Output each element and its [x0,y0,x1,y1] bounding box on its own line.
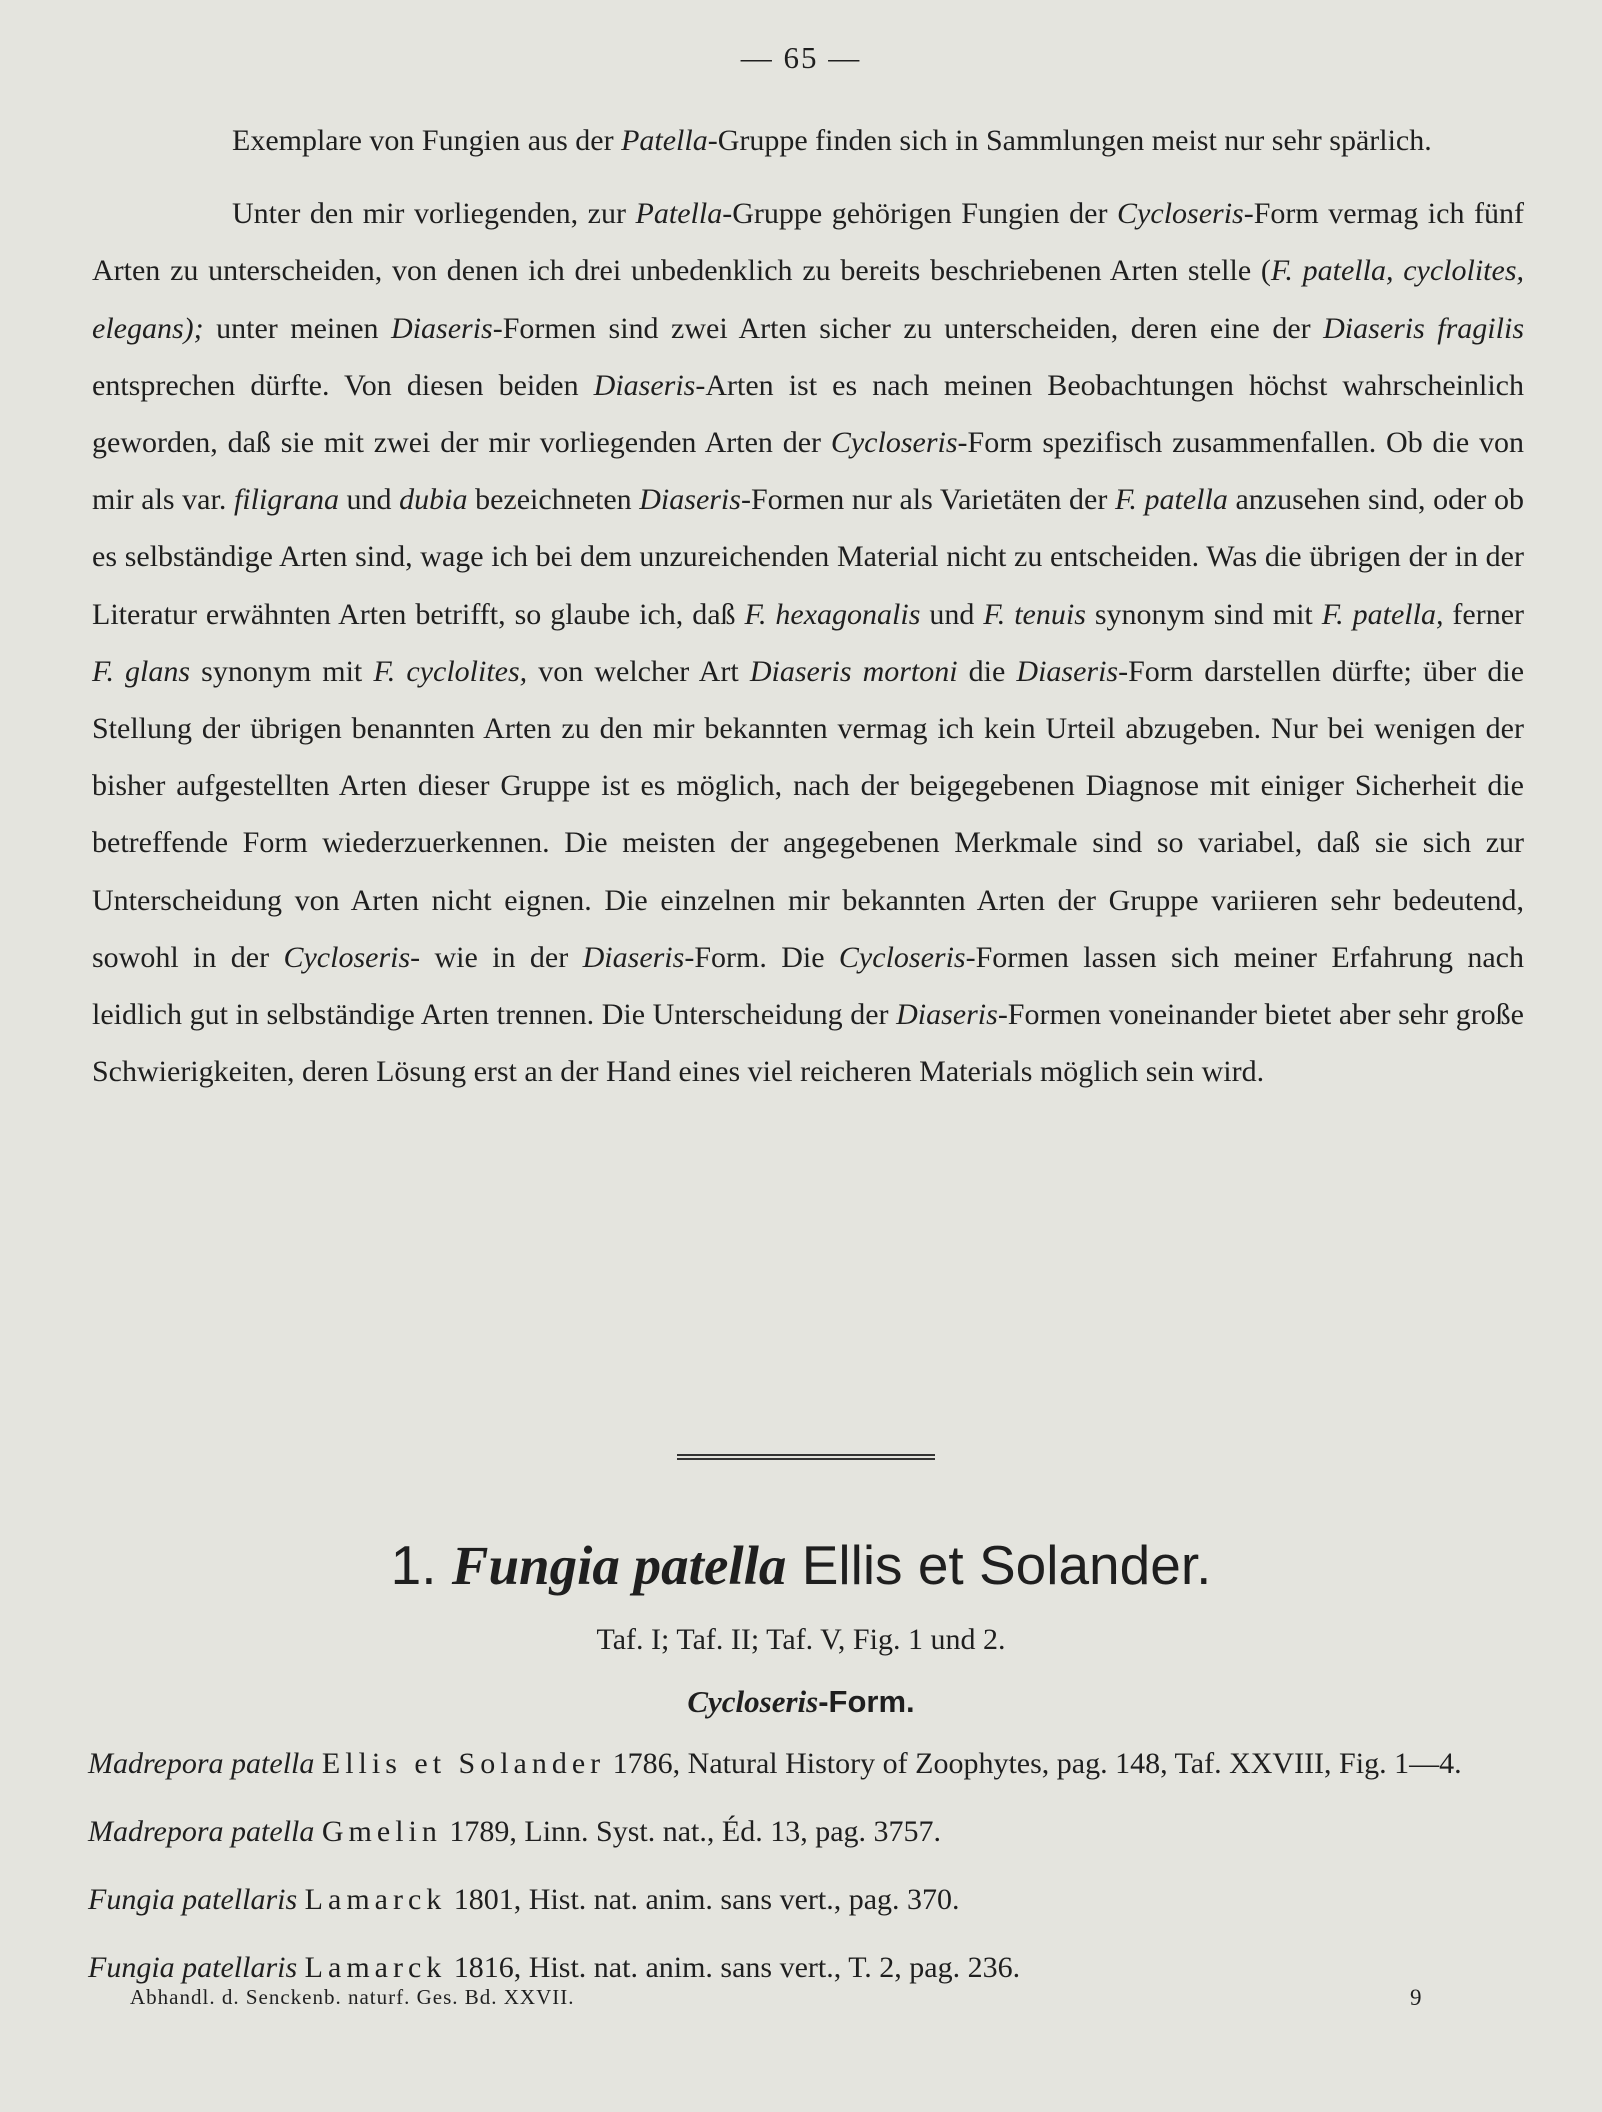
plate-references: Taf. I; Taf. II; Taf. V, Fig. 1 und 2. [596,1623,1006,1656]
p2-text: die [957,654,1017,688]
p2-text: unter meinen [203,311,392,345]
p2-italic: Patella [635,197,723,231]
synonym-author: Ellis et Solander [321,1747,606,1780]
p1-italic-patella: Patella [621,124,708,157]
p2-text: -Form vermag ich fünf Arten zu unterscheiden, von denen ich drei unbedenklich zu bereits beschriebenen Arten stelle ( [92,197,1524,288]
p2-text: anzusehen sind, oder ob es selbständige Arten sind, wage ich bei dem unzureichenden Material nicht zu entscheiden. Was die übrigen der in der Literatur erwähnten Arten betrifft, so glaube ich, daß [92,483,1524,631]
p2-text: von welcher Art [527,654,750,688]
p2-italic: dubia [399,483,468,517]
body-text [92,112,1524,1100]
p2-italic: Cycloseris [838,940,966,974]
synonym-reference: 1801, Hist. nat. anim. sans vert., pag. 370. [446,1883,960,1916]
species-number: 1. [390,1534,452,1596]
p2-text: und [920,597,984,631]
p2-italic: F. cyclolites, [373,654,528,688]
synonymy-list [88,1743,1506,2015]
synonym-reference: 1789, Linn. Syst. nat., Éd. 13, pag. 3757. [441,1815,942,1848]
synonym-taxon: Fungia patellaris [88,1951,298,1984]
p2-text: -Arten ist es nach meinen Beobachtungen höchst wahrscheinlich geworden, daß sie mit zwei der mir vorliegenden Arten der [92,368,1524,460]
synonym-author: Gmelin [321,1815,442,1848]
species-name: Fungia patella [451,1535,787,1596]
p2-italic: Cycloseris [830,426,958,460]
footer-journal: Abhandl. d. Senckenb. naturf. Ges. Bd. XXVII. [130,1985,575,2009]
p2-italic: Diaseris [593,368,696,402]
section-separator [677,1454,935,1460]
p2-text: bezeichneten [467,483,640,517]
p1-text-2: -Gruppe finden sich in Sammlungen meist nur sehr spärlich. [707,124,1432,157]
p2-italic: Diaseris [1016,654,1119,688]
p2-italic: Diaseris [896,998,998,1032]
synonym-reference: 1786, Natural History of Zoophytes, pag. 148, Taf. XXVIII, Fig. 1—4. [605,1747,1462,1780]
p2-text: -Form. Die [684,940,839,974]
paragraph-2 [92,185,1524,1100]
species-author: Ellis et Solander. [786,1534,1212,1596]
p2-italic: Cycloseris [1117,197,1244,231]
footer-signature: 9 [1410,1985,1422,2010]
paragraph-1 [92,112,1524,169]
p2-text: -Form spezifisch zusammenfallen. Ob die von mir als var. [92,426,1524,517]
synonym-taxon: Madrepora patella [88,1815,315,1848]
p2-text: -Formen nur als Varietäten der [740,483,1115,517]
p1-text-1: Exemplare von Fungien aus der [232,124,622,157]
p2-italic: Diaseris [582,940,685,974]
p2-text: -Form darstellen dürfte; über die Stellung der übrigen benannten Arten zu den mir bekannten vermag ich kein Urteil abzugeben. Nur bei wenigen der bisher aufgestellten Arten dieser Gruppe ist es möglich, nach der beigegebenen Diagnose mit einiger Sicherheit die betreffende Form wiederzuerkennen. Die meisten der angegebenen Merkmale sind so variabel, daß sie sich zur Unterscheidung von Arten nicht eignen. Die einzelnen mir bekannten Arten der Gruppe variieren sehr bedeutend, sowohl in der [92,654,1525,974]
p2-italic: F. hexagonalis [744,597,921,631]
p2-text: -Gruppe gehörigen Fungien der [722,197,1118,231]
p2-text: ferner [1443,597,1525,631]
p2-text: -Formen voneinander bietet aber sehr große Schwierigkeiten, deren Lösung erst an der Hand eines viel reicheren Materials möglich sein wird. [92,998,1524,1089]
p2-text: -Formen sind zwei Arten sicher zu unterscheiden, deren eine der [492,311,1324,345]
synonym-reference: 1816, Hist. nat. anim. sans vert., T. 2, pag. 236. [446,1951,1021,1984]
p2-text: entsprechen dürfte. Von diesen beiden [92,368,594,402]
form-heading-rest: -Form. [818,1684,915,1719]
synonym-author: Lamarck [304,1951,447,1984]
p2-italic: filigrana [233,483,339,517]
synonymy-entry [88,1947,1506,1988]
synonymy-entry [88,1743,1506,1784]
p2-italic: F. glans [92,654,191,688]
p2-text: - wie in der [410,940,583,974]
p2-italic: Diaseris fragilis [1323,311,1524,345]
p2-text: Unter den mir vorliegenden, zur [232,197,636,231]
form-heading-italic: Cycloseris [687,1684,819,1719]
p2-italic: F. patella, [1321,597,1444,631]
synonymy-entry [88,1811,1506,1852]
p2-italic: F. patella [1114,483,1228,517]
p2-italic: Diaseris [391,311,493,345]
p2-text: synonym mit [190,654,374,688]
synonymy-entry [88,1879,1506,1920]
p2-text: und [338,483,400,517]
p2-italic: Diaseris [639,483,741,517]
synonym-taxon: Madrepora patella [88,1747,315,1780]
p2-italic: Cycloseris [283,940,411,974]
synonym-author: Lamarck [304,1883,447,1916]
synonym-taxon: Fungia patellaris [88,1883,298,1916]
species-heading [0,1530,1602,1601]
p2-italic: F. patella, cyclolites, elegans); [92,254,1524,345]
page-number: — 65 — [740,40,862,75]
p2-text: synonym sind mit [1085,597,1322,631]
p2-italic: Diaseris mortoni [749,654,958,688]
p2-italic: F. tenuis [983,597,1086,631]
form-heading [0,1680,1602,1724]
p2-text: -Formen lassen sich meiner Erfahrung nach leidlich gut in selbständige Arten trennen. Die Unterscheidung der [92,940,1524,1032]
